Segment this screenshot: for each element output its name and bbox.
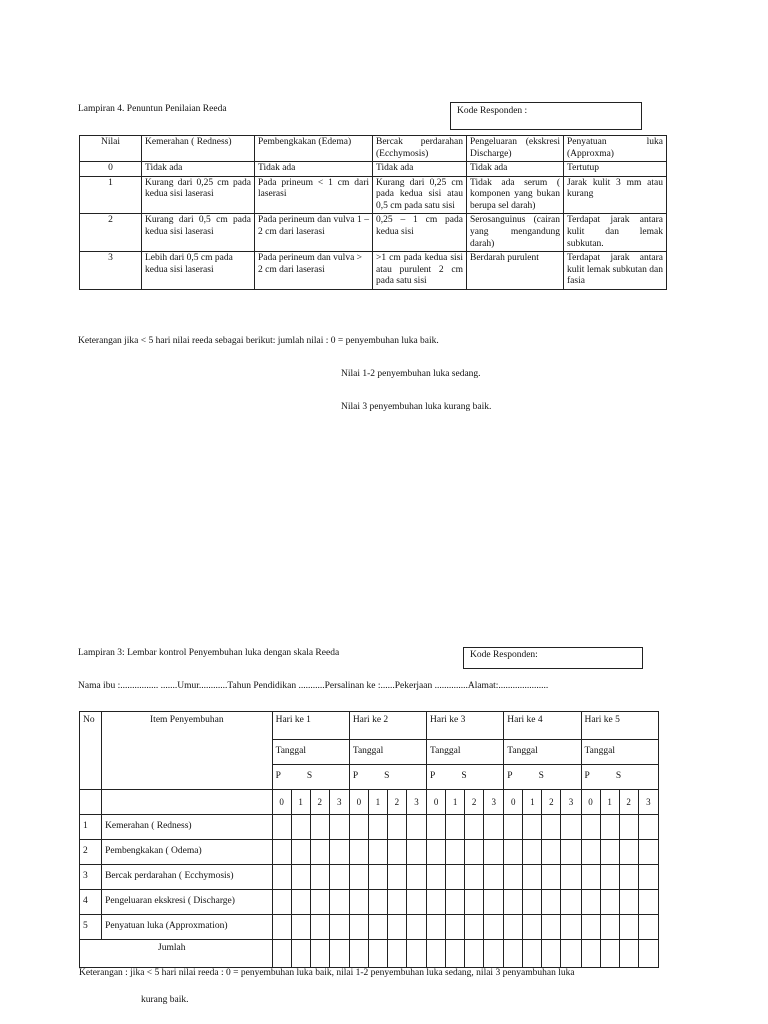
- p-label: P: [584, 771, 590, 782]
- criteria-cell: Terdapat jarak antara kulit dan lemak subkutan.: [564, 214, 667, 252]
- entry-cell[interactable]: [446, 940, 465, 968]
- criteria-cell: Tidak ada: [373, 162, 467, 177]
- item-header: Item Penyembuhan: [102, 712, 273, 790]
- entry-cell[interactable]: [406, 840, 426, 865]
- item-row: [80, 815, 659, 840]
- day-header: Hari ke 4: [504, 712, 581, 740]
- s-label: S: [306, 771, 313, 782]
- item-row: [80, 840, 659, 865]
- entry-cell[interactable]: [272, 915, 291, 940]
- entry-cell[interactable]: [368, 915, 387, 940]
- reeda-criteria-table: [79, 135, 667, 290]
- entry-cell[interactable]: [465, 865, 484, 890]
- criteria-cell: Terdapat jarak antara kulit lemak subkutan dan fasia: [564, 252, 667, 290]
- entry-cell[interactable]: [427, 890, 446, 915]
- entry-cell[interactable]: [523, 815, 542, 840]
- score-cell: 2: [465, 790, 484, 815]
- ps-cell: [504, 765, 581, 790]
- entry-cell[interactable]: [291, 915, 310, 940]
- entry-cell[interactable]: [427, 815, 446, 840]
- entry-cell[interactable]: [446, 890, 465, 915]
- item-no: 4: [80, 890, 102, 915]
- entry-cell[interactable]: [523, 940, 542, 968]
- entry-cell[interactable]: [368, 940, 387, 968]
- tanggal-cell: Tanggal: [504, 740, 581, 765]
- keterangan-section2-line1: Keterangan : jika < 5 hari nilai reeda : 0 = penyembuhan luka baik, nilai 1-2 penyembuhan luka sedang, nilai 3 penyambuhan luka: [79, 968, 575, 978]
- entry-cell[interactable]: [272, 840, 291, 865]
- entry-cell[interactable]: [291, 815, 310, 840]
- entry-cell[interactable]: [387, 915, 406, 940]
- entry-cell[interactable]: [465, 940, 484, 968]
- entry-cell[interactable]: [581, 865, 600, 890]
- tanggal-cell: Tanggal: [581, 740, 658, 765]
- entry-cell[interactable]: [465, 890, 484, 915]
- keterangan-section1: Keterangan jika < 5 hari nilai reeda sebagai berikut: jumlah nilai : 0 = penyembuhan luka baik.: [78, 336, 439, 346]
- entry-cell[interactable]: [465, 815, 484, 840]
- criteria-row: [80, 176, 667, 214]
- section1-title: Lampiran 4. Penuntun Penilaian Reeda: [78, 104, 227, 114]
- entry-cell[interactable]: [561, 940, 581, 968]
- entry-cell[interactable]: [638, 890, 658, 915]
- entry-cell[interactable]: [484, 915, 504, 940]
- entry-cell[interactable]: [349, 940, 368, 968]
- criteria-row: [80, 162, 667, 177]
- entry-cell[interactable]: [310, 940, 329, 968]
- entry-cell[interactable]: [600, 815, 619, 840]
- entry-cell[interactable]: [446, 815, 465, 840]
- entry-cell[interactable]: [484, 890, 504, 915]
- entry-cell[interactable]: [638, 940, 658, 968]
- ps-cell: [272, 765, 349, 790]
- kode-responden-label-2: Kode Responden:: [470, 650, 538, 660]
- entry-cell[interactable]: [504, 815, 523, 840]
- entry-cell[interactable]: [523, 890, 542, 915]
- criteria-cell: Pada prineum < 1 cm dari laserasi: [255, 176, 373, 214]
- header-nilai: Nilai: [80, 136, 142, 162]
- entry-cell[interactable]: [446, 915, 465, 940]
- item-no: 1: [80, 815, 102, 840]
- control-sheet-table: [79, 711, 659, 968]
- entry-cell[interactable]: [619, 890, 638, 915]
- entry-cell[interactable]: [329, 840, 349, 865]
- tanggal-cell: Tanggal: [349, 740, 426, 765]
- entry-cell[interactable]: [291, 890, 310, 915]
- criteria-cell: >1 cm pada kedua sisi atau purulent 2 cm pada satu sisi: [373, 252, 467, 290]
- score-cell: 0: [427, 790, 446, 815]
- score-cell: 3: [406, 790, 426, 815]
- day-header: Hari ke 2: [349, 712, 426, 740]
- entry-cell[interactable]: [349, 915, 368, 940]
- p-label: P: [275, 771, 281, 782]
- entry-cell[interactable]: [581, 815, 600, 840]
- entry-cell[interactable]: [581, 890, 600, 915]
- entry-cell[interactable]: [542, 815, 561, 840]
- header-kemerahan: Kemerahan ( Redness): [142, 136, 255, 162]
- entry-cell[interactable]: [349, 865, 368, 890]
- entry-cell[interactable]: [291, 940, 310, 968]
- ps-cell: [349, 765, 426, 790]
- section2-title: Lampiran 3: Lembar kontrol Penyembuhan luka dengan skala Reeda: [78, 648, 340, 658]
- score-cell: 1: [368, 790, 387, 815]
- criteria-cell: Tertutup: [564, 162, 667, 177]
- entry-cell[interactable]: [387, 840, 406, 865]
- entry-cell[interactable]: [310, 915, 329, 940]
- entry-cell[interactable]: [446, 840, 465, 865]
- entry-cell[interactable]: [406, 940, 426, 968]
- day-header: Hari ke 5: [581, 712, 658, 740]
- item-label: Bercak perdarahan ( Ecchymosis): [102, 865, 273, 890]
- score-cell: 2: [542, 790, 561, 815]
- score-cell: 0: [349, 790, 368, 815]
- entry-cell[interactable]: [465, 840, 484, 865]
- entry-cell[interactable]: [561, 840, 581, 865]
- entry-cell[interactable]: [406, 890, 426, 915]
- criteria-cell: Pada perineum dan vulva > 2 cm dari laserasi: [255, 252, 373, 290]
- p-label: P: [507, 771, 513, 782]
- criteria-row: [80, 214, 667, 252]
- header-pengeluaran: Pengeluaran (ekskresi Discharge): [467, 136, 564, 162]
- score-cell: 3: [329, 790, 349, 815]
- entry-cell[interactable]: [406, 915, 426, 940]
- criteria-row: [80, 252, 667, 290]
- score-cell: 2: [310, 790, 329, 815]
- item-row: [80, 890, 659, 915]
- entry-cell[interactable]: [406, 815, 426, 840]
- entry-cell[interactable]: [523, 840, 542, 865]
- entry-cell[interactable]: [542, 940, 561, 968]
- tanggal-cell: Tanggal: [272, 740, 349, 765]
- day-header: Hari ke 1: [272, 712, 349, 740]
- entry-cell[interactable]: [638, 815, 658, 840]
- criteria-cell: Lebih dari 0,5 cm pada kedua sisi laserasi: [142, 252, 255, 290]
- entry-cell[interactable]: [368, 890, 387, 915]
- entry-cell[interactable]: [406, 865, 426, 890]
- criteria-cell: 1: [80, 176, 142, 214]
- entry-cell[interactable]: [600, 890, 619, 915]
- p-label: P: [430, 771, 436, 782]
- score-cell: 3: [561, 790, 581, 815]
- item-label: Kemerahan ( Redness): [102, 815, 273, 840]
- entry-cell[interactable]: [561, 890, 581, 915]
- item-label: Pengeluaran ekskresi ( Discharge): [102, 890, 273, 915]
- entry-cell[interactable]: [581, 915, 600, 940]
- entry-cell[interactable]: [619, 840, 638, 865]
- entry-cell[interactable]: [272, 890, 291, 915]
- entry-cell[interactable]: [427, 840, 446, 865]
- entry-cell[interactable]: [329, 940, 349, 968]
- entry-cell[interactable]: [387, 940, 406, 968]
- entry-cell[interactable]: [504, 840, 523, 865]
- entry-cell[interactable]: [619, 865, 638, 890]
- score-cell: 1: [523, 790, 542, 815]
- criteria-header-row: [80, 136, 667, 162]
- entry-cell[interactable]: [329, 815, 349, 840]
- score-row: [80, 790, 659, 815]
- tanggal-cell: Tanggal: [427, 740, 504, 765]
- criteria-cell: Kurang dari 0,25 cm pada kedua sisi atau 0,5 cm pada satu sisi: [373, 176, 467, 214]
- entry-cell[interactable]: [504, 915, 523, 940]
- header-bercak: Bercak perdarahan (Ecchymosis): [373, 136, 467, 162]
- criteria-cell: Kurang dari 0,5 cm pada kedua sisi laserasi: [142, 214, 255, 252]
- entry-cell[interactable]: [291, 865, 310, 890]
- header-penyatuan: Penyatuan luka (Approxma): [564, 136, 667, 162]
- criteria-cell: Jarak kulit 3 mm atau kurang: [564, 176, 667, 214]
- entry-cell[interactable]: [619, 815, 638, 840]
- entry-cell[interactable]: [349, 840, 368, 865]
- score-cell: 0: [272, 790, 291, 815]
- kode-responden-box-2: [463, 647, 643, 669]
- criteria-cell: 2: [80, 214, 142, 252]
- score-cell: 0: [581, 790, 600, 815]
- entry-cell[interactable]: [638, 915, 658, 940]
- empty-cell: [80, 790, 102, 815]
- item-no: 5: [80, 915, 102, 940]
- days-header-row: [80, 712, 659, 740]
- p-label: P: [352, 771, 359, 782]
- s-label: S: [461, 771, 467, 782]
- kode-responden-box-1: [450, 102, 642, 130]
- entry-cell[interactable]: [427, 940, 446, 968]
- entry-cell[interactable]: [272, 815, 291, 840]
- entry-cell[interactable]: [387, 815, 406, 840]
- nilai-sedang-note: Nilai 1-2 penyembuhan luka sedang.: [341, 369, 481, 379]
- s-label: S: [384, 771, 390, 782]
- entry-cell[interactable]: [329, 915, 349, 940]
- entry-cell[interactable]: [329, 890, 349, 915]
- entry-cell[interactable]: [561, 915, 581, 940]
- s-label: S: [615, 771, 622, 782]
- entry-cell[interactable]: [368, 840, 387, 865]
- day-header: Hari ke 3: [427, 712, 504, 740]
- entry-cell[interactable]: [349, 890, 368, 915]
- score-cell: 2: [619, 790, 638, 815]
- criteria-cell: Tidak ada: [255, 162, 373, 177]
- entry-cell[interactable]: [310, 890, 329, 915]
- entry-cell[interactable]: [600, 840, 619, 865]
- entry-cell[interactable]: [523, 865, 542, 890]
- criteria-cell: Pada perineum dan vulva 1 – 2 cm dari laserasi: [255, 214, 373, 252]
- entry-cell[interactable]: [310, 865, 329, 890]
- entry-cell[interactable]: [542, 890, 561, 915]
- ps-cell: [581, 765, 658, 790]
- entry-cell[interactable]: [291, 840, 310, 865]
- score-cell: 1: [446, 790, 465, 815]
- item-label: Penyatuan luka (Approxmation): [102, 915, 273, 940]
- entry-cell[interactable]: [600, 915, 619, 940]
- item-label: Pembengkakan ( Odema): [102, 840, 273, 865]
- entry-cell[interactable]: [638, 865, 658, 890]
- score-cell: 0: [504, 790, 523, 815]
- criteria-cell: 3: [80, 252, 142, 290]
- jumlah-label: Jumlah: [80, 940, 273, 968]
- score-cell: 3: [638, 790, 658, 815]
- entry-cell[interactable]: [581, 840, 600, 865]
- empty-cell: [102, 790, 273, 815]
- entry-cell[interactable]: [349, 815, 368, 840]
- entry-cell[interactable]: [427, 915, 446, 940]
- entry-cell[interactable]: [484, 940, 504, 968]
- entry-cell[interactable]: [542, 840, 561, 865]
- entry-cell[interactable]: [523, 915, 542, 940]
- entry-cell[interactable]: [484, 865, 504, 890]
- s-label: S: [538, 771, 544, 782]
- entry-cell[interactable]: [484, 840, 504, 865]
- entry-cell[interactable]: [427, 865, 446, 890]
- entry-cell[interactable]: [272, 865, 291, 890]
- item-no: 2: [80, 840, 102, 865]
- entry-cell[interactable]: [619, 940, 638, 968]
- entry-cell[interactable]: [600, 865, 619, 890]
- criteria-cell: Tidak ada: [142, 162, 255, 177]
- score-cell: 3: [484, 790, 504, 815]
- criteria-cell: Tidak ada serum ( komponen yang bukan berupa sel darah): [467, 176, 564, 214]
- nilai-kurang-note: Nilai 3 penyembuhan luka kurang baik.: [341, 402, 492, 412]
- entry-cell[interactable]: [387, 890, 406, 915]
- identity-line: Nama ibu :................ .......Umur............Tahun Pendidikan ...........Persalinan ke :......Pekerjaan ..............Alamat:.....................: [78, 681, 549, 691]
- entry-cell[interactable]: [465, 915, 484, 940]
- score-cell: 1: [600, 790, 619, 815]
- criteria-cell: 0: [80, 162, 142, 177]
- entry-cell[interactable]: [272, 940, 291, 968]
- entry-cell[interactable]: [368, 815, 387, 840]
- entry-cell[interactable]: [600, 940, 619, 968]
- criteria-cell: Serosanguinus (cairan yang mengandung darah): [467, 214, 564, 252]
- item-no: 3: [80, 865, 102, 890]
- keterangan-section2-line2: kurang baik.: [141, 995, 189, 1005]
- criteria-cell: Berdarah purulent: [467, 252, 564, 290]
- score-cell: 2: [387, 790, 406, 815]
- jumlah-row: [80, 940, 659, 968]
- entry-cell[interactable]: [368, 865, 387, 890]
- entry-cell[interactable]: [387, 865, 406, 890]
- entry-cell[interactable]: [581, 940, 600, 968]
- criteria-cell: Kurang dari 0,25 cm pada kedua sisi laserasi: [142, 176, 255, 214]
- entry-cell[interactable]: [310, 815, 329, 840]
- header-pembengkakan: Pembengkakan (Edema): [255, 136, 373, 162]
- entry-cell[interactable]: [542, 915, 561, 940]
- entry-cell[interactable]: [446, 865, 465, 890]
- entry-cell[interactable]: [504, 940, 523, 968]
- entry-cell[interactable]: [638, 840, 658, 865]
- criteria-cell: Tidak ada: [467, 162, 564, 177]
- no-header: No: [80, 712, 102, 790]
- entry-cell[interactable]: [542, 865, 561, 890]
- entry-cell[interactable]: [310, 840, 329, 865]
- entry-cell[interactable]: [484, 815, 504, 840]
- ps-cell: [427, 765, 504, 790]
- kode-responden-label-1: Kode Responden :: [457, 106, 528, 116]
- item-row: [80, 865, 659, 890]
- score-cell: 1: [291, 790, 310, 815]
- item-row: [80, 915, 659, 940]
- entry-cell[interactable]: [561, 815, 581, 840]
- criteria-cell: 0,25 – 1 cm pada kedua sisi: [373, 214, 467, 252]
- entry-cell[interactable]: [504, 865, 523, 890]
- entry-cell[interactable]: [619, 915, 638, 940]
- entry-cell[interactable]: [329, 865, 349, 890]
- entry-cell[interactable]: [561, 865, 581, 890]
- entry-cell[interactable]: [504, 890, 523, 915]
